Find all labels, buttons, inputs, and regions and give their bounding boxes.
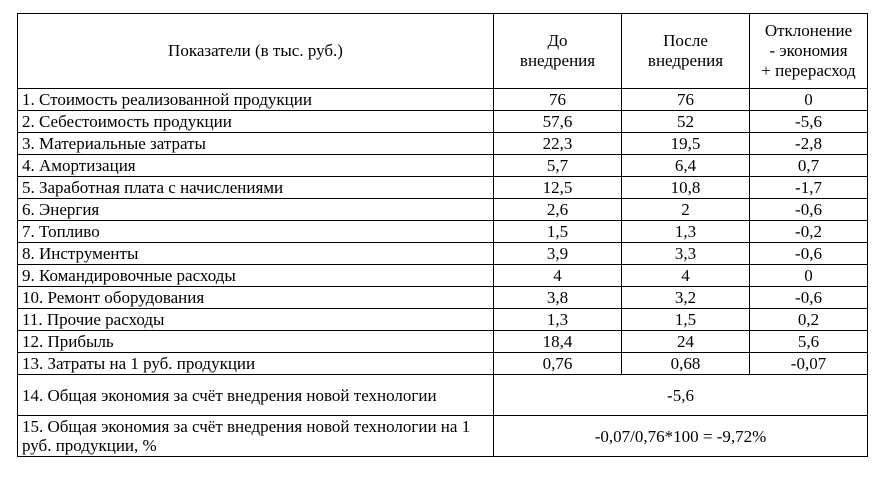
table-row <box>18 133 868 155</box>
row-label: 11. Прочие расходы <box>18 309 494 331</box>
row-label: 2. Себестоимость продукции <box>18 111 494 133</box>
row-deviation: 0 <box>750 89 868 111</box>
row-after: 76 <box>622 89 750 111</box>
row-label: 13. Затраты на 1 руб. продукции <box>18 353 494 375</box>
table-row <box>18 309 868 331</box>
row-before: 18,4 <box>494 331 622 353</box>
header-after-line-1: После <box>663 31 708 50</box>
row-before: 0,76 <box>494 353 622 375</box>
row-label: 1. Стоимость реализованной продукции <box>18 89 494 111</box>
row-before: 2,6 <box>494 199 622 221</box>
row-deviation: -0,6 <box>750 199 868 221</box>
header-deviation-line-3: + перерасход <box>761 61 856 80</box>
table-row <box>18 243 868 265</box>
table-row <box>18 221 868 243</box>
summary-value: -0,07/0,76*100 = -9,72% <box>494 416 868 457</box>
row-label: 9. Командировочные расходы <box>18 265 494 287</box>
row-deviation: -0,2 <box>750 221 868 243</box>
row-deviation: 0,7 <box>750 155 868 177</box>
row-before: 76 <box>494 89 622 111</box>
header-before <box>494 14 622 89</box>
header-deviation-line-2: - экономия <box>769 41 848 60</box>
row-before: 1,5 <box>494 221 622 243</box>
header-after-line-2: внедрения <box>647 51 724 70</box>
header-deviation <box>750 14 868 89</box>
row-after: 52 <box>622 111 750 133</box>
summary-row-savings-per-ruble <box>18 416 868 457</box>
table-row <box>18 199 868 221</box>
row-before: 1,3 <box>494 309 622 331</box>
row-after: 24 <box>622 331 750 353</box>
row-after: 4 <box>622 265 750 287</box>
row-before: 12,5 <box>494 177 622 199</box>
table-row <box>18 331 868 353</box>
row-label: 5. Заработная плата с начислениями <box>18 177 494 199</box>
row-label: 3. Материальные затраты <box>18 133 494 155</box>
row-after: 19,5 <box>622 133 750 155</box>
row-deviation: -5,6 <box>750 111 868 133</box>
table-row <box>18 287 868 309</box>
row-after: 1,3 <box>622 221 750 243</box>
row-label: 10. Ремонт оборудования <box>18 287 494 309</box>
row-before: 5,7 <box>494 155 622 177</box>
header-before-line-2: внедрения <box>519 51 596 70</box>
row-after: 1,5 <box>622 309 750 331</box>
row-label: 7. Топливо <box>18 221 494 243</box>
row-deviation: -1,7 <box>750 177 868 199</box>
header-after <box>622 14 750 89</box>
economic-indicators-table <box>17 13 868 457</box>
row-deviation: -0,6 <box>750 243 868 265</box>
row-before: 22,3 <box>494 133 622 155</box>
row-label: 12. Прибыль <box>18 331 494 353</box>
header-row <box>18 14 868 89</box>
row-after: 2 <box>622 199 750 221</box>
row-before: 4 <box>494 265 622 287</box>
row-deviation: 0 <box>750 265 868 287</box>
row-deviation: -0,07 <box>750 353 868 375</box>
row-after: 3,3 <box>622 243 750 265</box>
summary-row-total-savings <box>18 375 868 416</box>
row-label: 6. Энергия <box>18 199 494 221</box>
header-before-line-1: До <box>547 31 568 50</box>
row-label: 4. Амортизация <box>18 155 494 177</box>
summary-label: 15. Общая экономия за счёт внедрения новой технологии на 1 руб. продукции, % <box>18 416 494 457</box>
row-before: 3,9 <box>494 243 622 265</box>
row-after: 6,4 <box>622 155 750 177</box>
table-row <box>18 353 868 375</box>
row-deviation: -2,8 <box>750 133 868 155</box>
summary-value: -5,6 <box>494 375 868 416</box>
row-after: 10,8 <box>622 177 750 199</box>
table-row <box>18 155 868 177</box>
table-row <box>18 177 868 199</box>
table-row <box>18 265 868 287</box>
header-deviation-line-1: Отклонение <box>764 21 853 40</box>
row-deviation: 0,2 <box>750 309 868 331</box>
row-before: 3,8 <box>494 287 622 309</box>
table-row <box>18 111 868 133</box>
row-deviation: -0,6 <box>750 287 868 309</box>
row-deviation: 5,6 <box>750 331 868 353</box>
row-before: 57,6 <box>494 111 622 133</box>
row-label: 8. Инструменты <box>18 243 494 265</box>
summary-label: 14. Общая экономия за счёт внедрения новой технологии <box>18 375 494 416</box>
row-after: 3,2 <box>622 287 750 309</box>
row-after: 0,68 <box>622 353 750 375</box>
header-indicator: Показатели (в тыс. руб.) <box>18 14 494 89</box>
table-row <box>18 89 868 111</box>
